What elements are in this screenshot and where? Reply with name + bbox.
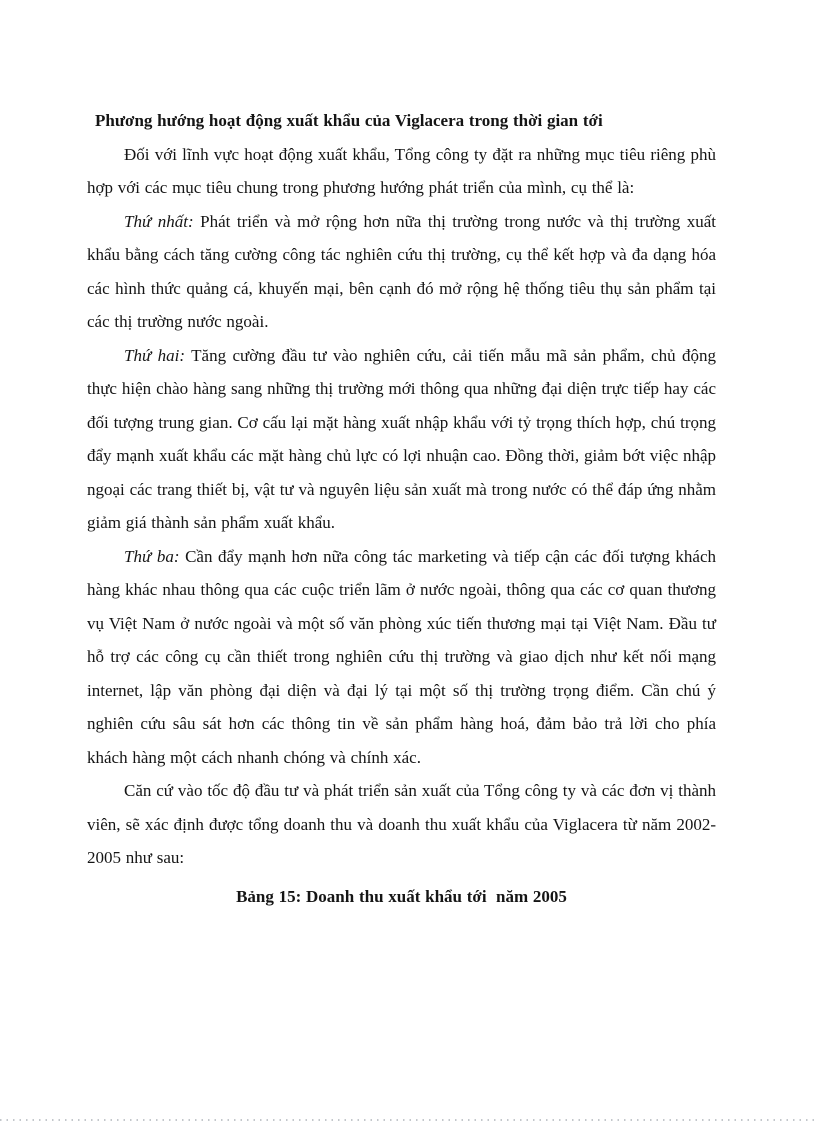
paragraph-third-point: [87, 540, 716, 775]
paragraph-text: Căn cứ vào tốc độ đầu tư và phát triển sản xuất của Tổng công ty và các đơn vị thành viên, sẽ xác định được tổng doanh thu và doanh thu xuất khẩu của Viglacera từ năm 2002- 2005 như sau:: [87, 781, 716, 867]
table-caption: Bảng 15: Doanh thu xuất khẩu tới năm 2005: [236, 886, 567, 906]
paragraph-text: Đối với lĩnh vực hoạt động xuất khẩu, Tổng công ty đặt ra những mục tiêu riêng phù hợp với các mục tiêu chung trong phương hướng phát triển của mình, cụ thể là:: [87, 144, 716, 197]
document-body: [87, 104, 716, 913]
paragraph-lead: Thứ nhất:: [124, 211, 194, 231]
paragraph-text: Tăng cường đầu tư vào nghiên cứu, cải tiến mẫu mã sản phẩm, chủ động thực hiện chào hàng sang những thị trường mới thông qua những đại diện trực tiếp hay các đối tượng trung gian. Cơ cấu lại mặt hàng xuất nhập khẩu với tỷ trọng thích hợp, chú trọng đẩy mạnh xuất khẩu các mặt hàng chủ lực có lợi nhuận cao. Đồng thời, giảm bớt việc nhập ngoại các trang thiết bị, vật tư và nguyên liệu sản xuất mà trong nước có thể đáp ứng nhằm giảm giá thành sản phẩm xuất khẩu.: [87, 345, 716, 532]
paragraph-second-point: [87, 339, 716, 540]
paragraph-lead: Thứ ba:: [124, 546, 180, 566]
page-bottom-dotted-rule: [0, 1119, 816, 1121]
paragraph-first-point: [87, 205, 716, 339]
paragraph-intro: [87, 138, 716, 205]
paragraph-text: Phát triển và mở rộng hơn nữa thị trường trong nước và thị trường xuất khẩu bằng cách tăng cường công tác nghiên cứu thị trường, cụ thể kết hợp và đa dạng hóa các hình thức quảng cá, khuyến mại, bên cạnh đó mở rộng hệ thống tiêu thụ sản phẩm tại các thị trường nước ngoài.: [87, 211, 716, 331]
paragraph-text: Cần đẩy mạnh hơn nữa công tác marketing và tiếp cận các đối tượng khách hàng khác nhau thông qua các cuộc triển lãm ở nước ngoài, thông qua các cơ quan thương vụ Việt Nam ở nước ngoài và một số văn phòng xúc tiến thương mại tại Việt Nam. Đầu tư hỗ trợ các công cụ cần thiết trong nghiên cứu thị trường và giao dịch như kết nối mạng internet, lập văn phòng đại diện và đại lý tại một số thị trường trọng điểm. Cần chú ý nghiên cứu sâu sát hơn các thông tin về sản phẩm hàng hoá, đảm bảo trả lời cho phía khách hàng một cách nhanh chóng và chính xác.: [87, 546, 717, 767]
paragraph-revenue-basis: [87, 774, 716, 875]
document-heading: Phương hướng hoạt động xuất khẩu của Viglacera trong thời gian tới: [95, 111, 603, 130]
paragraph-lead: Thứ hai:: [124, 345, 186, 365]
